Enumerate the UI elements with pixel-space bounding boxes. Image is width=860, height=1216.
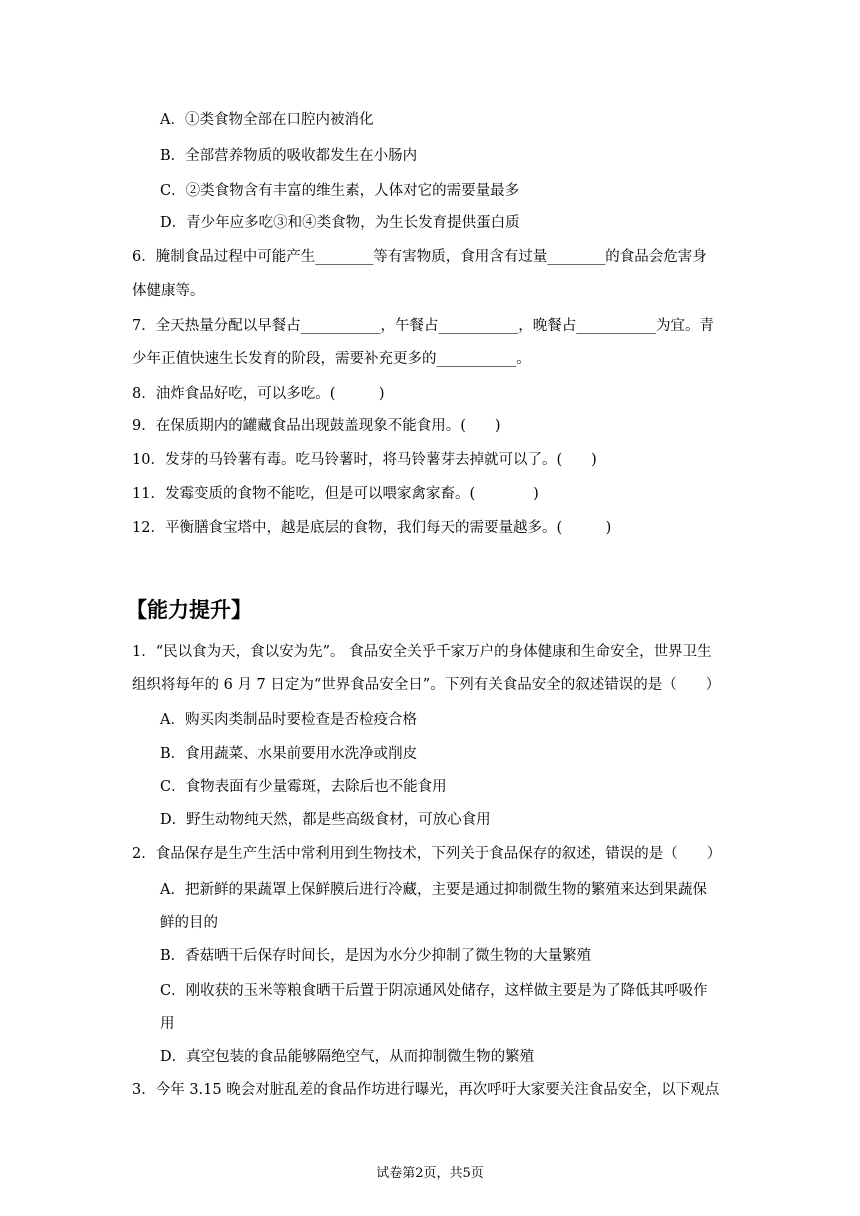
question-12: 12．平衡膳食宝塔中，越是底层的食物，我们每天的需要量越多。( ): [132, 520, 612, 536]
question-6-line-1: 6．腌制食品过程中可能产生________等有害物质，食用含有过量________的食品会危害身: [132, 249, 707, 265]
section-heading: 【能力提升】: [126, 598, 252, 622]
question-11: 11．发霉变质的食物不能吃，但是可以喂家禽家畜。( ): [132, 486, 539, 502]
option-1c: C．食物表面有少量霉斑，去除后也不能食用: [160, 779, 447, 795]
ability-question-1-line-2: 组织将每年的 6 月 7 日定为“世界食品安全日”。下列有关食品安全的叙述错误的是（ ）: [132, 677, 721, 693]
ability-question-3: 3．今年 3.15 晚会对脏乱差的食品作坊进行曝光，再次呼吁大家要关注食品安全，以下观点: [132, 1082, 720, 1098]
question-6-line-2: 体健康等。: [132, 283, 205, 299]
option-5d: D．青少年应多吃③和④类食物，为生长发育提供蛋白质: [160, 215, 520, 231]
option-2d: D．真空包装的食品能够隔绝空气，从而抑制微生物的繁殖: [160, 1049, 535, 1065]
question-7-line-2: 少年正值快速生长发育的阶段，需要补充更多的___________。: [132, 351, 531, 367]
option-2b: B．香菇晒干后保存时间长，是因为水分少抑制了微生物的大量繁殖: [160, 948, 592, 964]
ability-question-2: 2．食品保存是生产生活中常利用到生物技术，下列关于食品保存的叙述，错误的是（ ）: [132, 846, 722, 862]
option-5b: B．全部营养物质的吸收都发生在小肠内: [160, 148, 418, 164]
option-1a: A．购买肉类制品时要检查是否检疫合格: [160, 712, 417, 728]
option-2a-line-2: 鲜的目的: [160, 915, 218, 931]
page-footer: 试卷第2页，共5页: [376, 1166, 484, 1181]
option-5c: C．②类食物含有丰富的维生素，人体对它的需要量最多: [160, 183, 520, 199]
question-7-line-1: 7．全天热量分配以早餐占___________，午餐占___________，晚餐占___________为宜。青: [132, 318, 714, 334]
option-2c-line-1: C．刚收获的玉米等粮食晒干后置于阴凉通风处储存，这样做主要是为了降低其呼吸作: [160, 983, 708, 999]
question-8: 8．油炸食品好吃，可以多吃。( ): [132, 386, 385, 402]
option-2c-line-2: 用: [160, 1016, 175, 1032]
option-1d: D．野生动物纯天然，都是些高级食材，可放心食用: [160, 812, 491, 828]
question-9: 9．在保质期内的罐藏食品出现鼓盖现象不能食用。( ): [132, 418, 501, 434]
option-1b: B．食用蔬菜、水果前要用水洗净或削皮: [160, 746, 418, 762]
option-5a: A．①类食物全部在口腔内被消化: [160, 112, 374, 128]
ability-question-1-line-1: 1．“民以食为天，食以安为先”。 食品安全关乎千家万户的身体健康和生命安全，世界卫生: [132, 644, 712, 660]
option-2a-line-1: A．把新鲜的果蔬罩上保鲜膜后进行冷藏，主要是通过抑制微生物的繁殖来达到果蔬保: [160, 882, 707, 898]
question-10: 10．发芽的马铃薯有毒。吃马铃薯时，将马铃薯芽去掉就可以了。( ): [132, 452, 597, 468]
